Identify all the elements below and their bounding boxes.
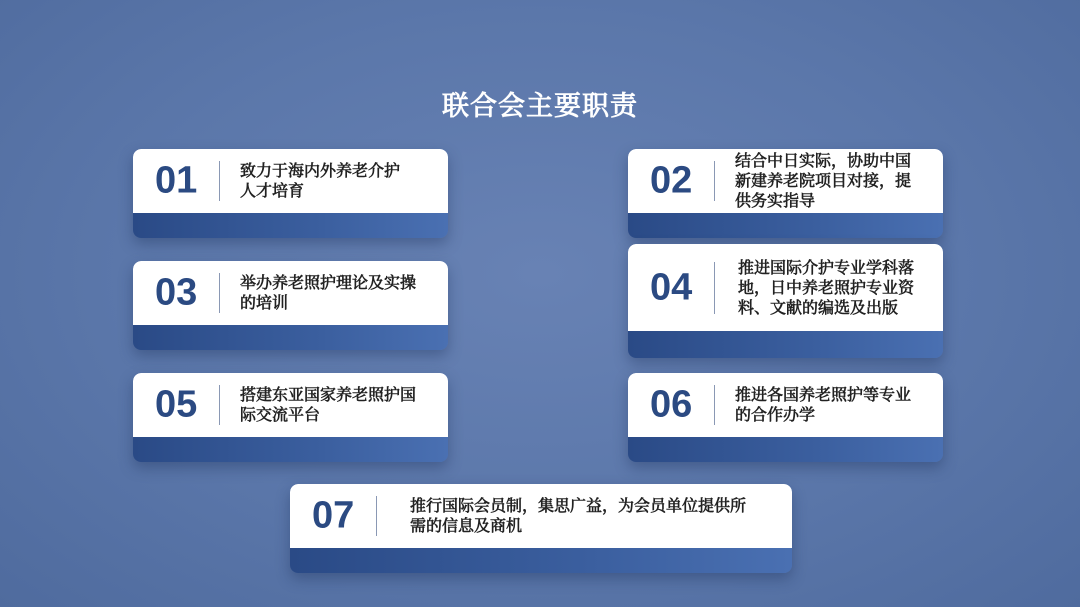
divider [219,161,220,201]
divider [376,496,377,536]
card-text: 推行国际会员制，集思广益，为会员单位提供所需的信息及商机 [410,496,747,535]
duty-card-07 [290,484,792,573]
card-text: 致力于海内外养老介护人才培育 [240,161,401,200]
card-number: 03 [155,271,198,314]
card-number: 05 [155,383,198,426]
card-text: 结合中日实际，协助中国新建养老院项目对接，提供务实指导 [735,151,912,210]
divider [714,385,715,425]
card-text: 举办养老照护理论及实操的培训 [240,273,417,312]
duty-card-06 [628,373,943,462]
duty-card-01 [133,149,448,238]
card-number: 07 [312,494,355,537]
divider [219,385,220,425]
card-number: 02 [650,159,693,202]
divider [714,161,715,201]
card-number: 06 [650,383,693,426]
divider [714,262,715,314]
card-text: 推进各国养老照护等专业的合作办学 [735,385,912,424]
duty-card-03 [133,261,448,350]
slide-title: 联合会主要职责 [442,91,638,122]
card-text: 推进国际介护专业学科落地，日中养老照护专业资料、文献的编选及出版 [738,257,915,317]
divider [219,273,220,313]
card-text: 搭建东亚国家养老照护国际交流平台 [240,385,417,424]
duty-card-05 [133,373,448,462]
duty-card-02 [628,149,943,238]
duty-card-04 [628,244,943,358]
card-number: 04 [650,266,693,308]
card-number: 01 [155,159,198,202]
